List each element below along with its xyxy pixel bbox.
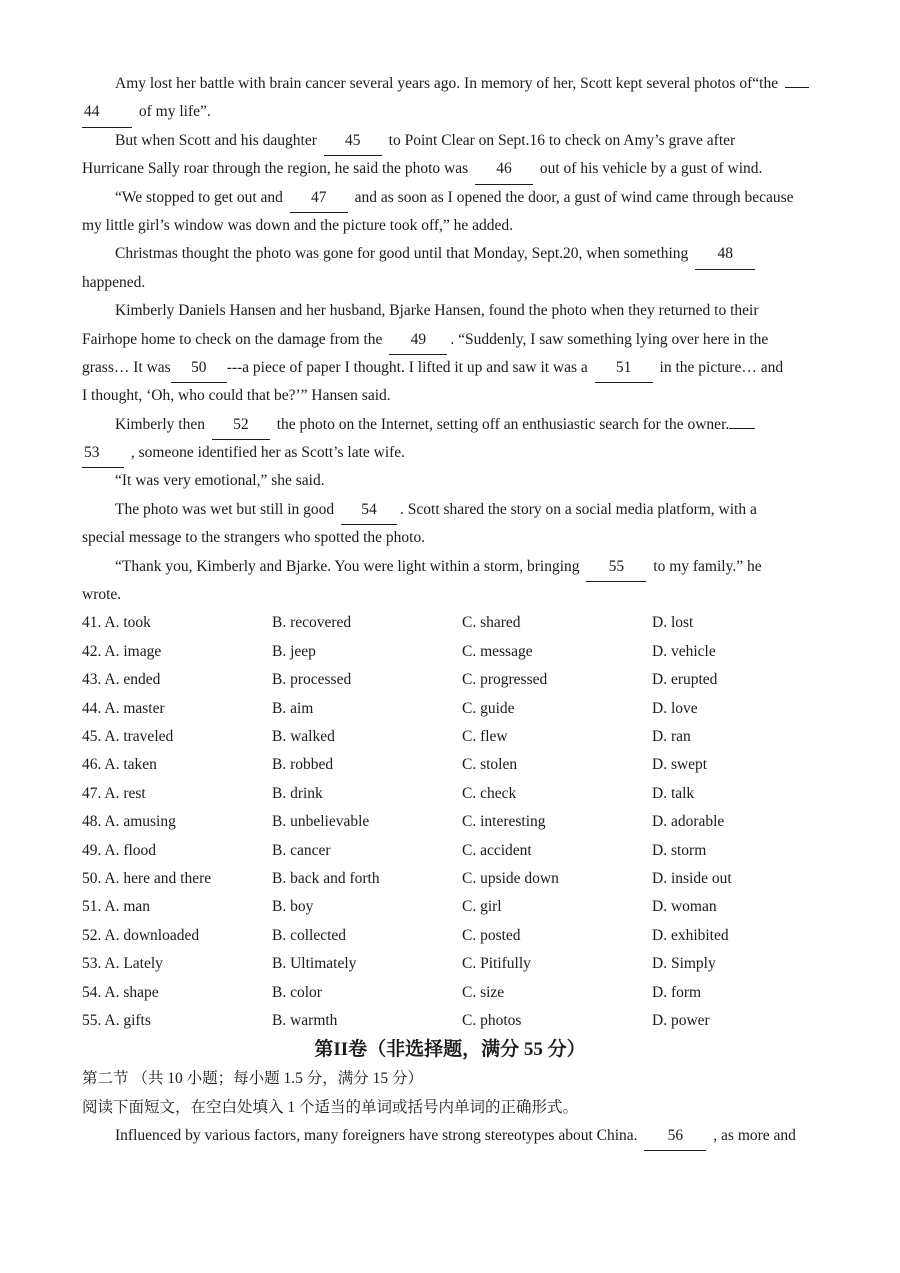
option-cell-47-B: B. drink	[272, 784, 323, 802]
option-cell-46-A: 46. A. taken	[82, 756, 157, 774]
option-row-42	[82, 638, 818, 666]
passage-text: Kimberly then	[115, 415, 209, 433]
option-row-51	[82, 893, 818, 921]
option-row-47	[82, 780, 818, 808]
option-row-45	[82, 723, 818, 751]
passage-text: , someone identified her as Scott’s late wife.	[127, 444, 406, 462]
option-cell-54-D: D. form	[652, 983, 702, 1001]
passage-text: “Thank you, Kimberly and Bjarke. You were light within a storm, bringing	[115, 557, 584, 575]
passage-text: my little girl’s window was down and the picture took off,” he added.	[82, 216, 514, 234]
passage-line	[82, 155, 818, 183]
passage-text: to my family.” he	[649, 557, 762, 575]
option-cell-54-B: B. color	[272, 983, 322, 1001]
option-cell-44-C: C. guide	[462, 699, 515, 717]
option-cell-55-D: D. power	[652, 1011, 710, 1029]
option-cell-42-B: B. jeep	[272, 642, 316, 660]
option-cell-46-C: C. stolen	[462, 756, 518, 774]
option-cell-54-C: C. size	[462, 983, 505, 1001]
section2-subtitle: 第二节 （共 10 小题；每小题 1.5 分，满分 15 分）	[82, 1070, 424, 1088]
option-cell-49-C: C. accident	[462, 841, 532, 859]
option-cell-46-D: D. swept	[652, 756, 708, 774]
blank-underline	[729, 428, 755, 429]
option-cell-45-A: 45. A. traveled	[82, 727, 174, 745]
option-cell-52-D: D. exhibited	[652, 926, 729, 944]
option-cell-49-D: D. storm	[652, 841, 707, 859]
option-cell-51-A: 51. A. man	[82, 898, 151, 916]
passage-text: out of his vehicle by a gust of wind.	[535, 160, 763, 178]
blank-52: 52	[212, 411, 270, 440]
option-cell-55-C: C. photos	[462, 1011, 522, 1029]
section2-instruction: 阅读下面短文，在空白处填入 1 个适当的单词或括号内单词的正确形式。	[82, 1098, 579, 1116]
passage-text: Influenced by various factors, many foreigners have strong stereotypes about China.	[115, 1127, 642, 1145]
blank-44: 44	[82, 98, 132, 127]
option-cell-42-C: C. message	[462, 642, 533, 660]
option-cell-45-D: D. ran	[652, 727, 691, 745]
option-row-46	[82, 751, 818, 779]
option-cell-46-B: B. robbed	[272, 756, 334, 774]
option-cell-52-B: B. collected	[272, 926, 347, 944]
passage-text: . “Suddenly, I saw something lying over here in the	[450, 330, 769, 348]
option-cell-43-C: C. progressed	[462, 671, 548, 689]
passage-line	[82, 382, 818, 410]
option-cell-44-B: B. aim	[272, 699, 314, 717]
option-cell-41-D: D. lost	[652, 614, 694, 632]
section2-line	[82, 1122, 818, 1150]
option-row-44	[82, 695, 818, 723]
passage-line	[82, 467, 818, 495]
option-cell-42-A: 42. A. image	[82, 642, 162, 660]
passage-text: happened.	[82, 273, 146, 291]
section2-passage	[82, 1122, 818, 1150]
passage-line	[82, 98, 818, 126]
passage-text: grass… It was	[82, 358, 171, 376]
passage-text: The photo was wet but still in good	[115, 500, 339, 518]
blank-46: 46	[475, 155, 533, 184]
blank-45: 45	[324, 127, 382, 156]
section2-title: 第II卷（非选择题，满分 55 分）	[314, 1039, 586, 1061]
option-cell-43-B: B. processed	[272, 671, 352, 689]
option-cell-52-C: C. posted	[462, 926, 521, 944]
option-cell-41-B: B. recovered	[272, 614, 352, 632]
passage-line	[82, 269, 818, 297]
blank-51: 51	[595, 354, 653, 383]
option-cell-49-B: B. cancer	[272, 841, 331, 859]
passage-line	[82, 240, 818, 268]
option-cell-43-D: D. erupted	[652, 671, 718, 689]
option-row-53	[82, 950, 818, 978]
option-cell-41-A: 41. A. took	[82, 614, 151, 632]
blank-50: 50	[171, 354, 227, 383]
option-row-50	[82, 865, 818, 893]
blank-54: 54	[341, 496, 397, 525]
option-cell-45-C: C. flew	[462, 727, 508, 745]
option-cell-48-A: 48. A. amusing	[82, 813, 176, 831]
option-cell-51-B: B. boy	[272, 898, 314, 916]
passage-text: the photo on the Internet, setting off an enthusiastic search for the owner.	[272, 415, 730, 433]
option-row-48	[82, 808, 818, 836]
option-cell-47-D: D. talk	[652, 784, 695, 802]
passage-text: “We stopped to get out and	[115, 188, 287, 206]
option-cell-55-A: 55. A. gifts	[82, 1011, 151, 1029]
option-cell-41-C: C. shared	[462, 614, 521, 632]
passage-text: Amy lost her battle with brain cancer several years ago. In memory of her, Scott kept several photos of“the	[115, 75, 782, 92]
passage-text: wrote.	[82, 586, 122, 604]
passage-line	[82, 70, 818, 98]
option-row-52	[82, 922, 818, 950]
option-cell-42-D: D. vehicle	[652, 642, 716, 660]
passage-text: to Point Clear on Sept.16 to check on Amy’s grave after	[384, 131, 736, 149]
option-cell-53-B: B. Ultimately	[272, 955, 357, 973]
passage-text: in the picture… and	[655, 358, 784, 376]
option-cell-52-A: 52. A. downloaded	[82, 926, 200, 944]
option-cell-50-D: D. inside out	[652, 869, 732, 887]
option-cell-45-B: B. walked	[272, 727, 335, 745]
passage-text: and as soon as I opened the door, a gust of wind came through because	[350, 188, 794, 206]
passage-line	[82, 411, 818, 439]
passage-line	[82, 297, 818, 325]
option-cell-44-A: 44. A. master	[82, 699, 165, 717]
passage-text: “It was very emotional,” she said.	[115, 472, 325, 490]
passage-line	[82, 496, 818, 524]
passage-text: of my life”.	[135, 103, 211, 121]
passage-line	[82, 184, 818, 212]
passage-text: Christmas thought the photo was gone for good until that Monday, Sept.20, when something	[115, 245, 693, 263]
blank-47: 47	[290, 184, 348, 213]
blank-underline	[785, 87, 809, 88]
passage-line	[82, 581, 818, 609]
option-cell-54-A: 54. A. shape	[82, 983, 159, 1001]
passage-text: ---a piece of paper I thought. I lifted it up and saw it was a	[226, 358, 592, 376]
option-cell-43-A: 43. A. ended	[82, 671, 161, 689]
option-cell-50-B: B. back and forth	[272, 869, 380, 887]
blank-55: 55	[586, 553, 646, 582]
option-row-49	[82, 837, 818, 865]
option-cell-47-C: C. check	[462, 784, 517, 802]
option-row-43	[82, 666, 818, 694]
option-row-55	[82, 1007, 818, 1035]
option-cell-49-A: 49. A. flood	[82, 841, 157, 859]
option-cell-51-C: C. girl	[462, 898, 502, 916]
blank-56: 56	[644, 1122, 706, 1151]
blank-49: 49	[389, 326, 447, 355]
passage-line	[82, 553, 818, 581]
passage-text: , as more and	[709, 1127, 796, 1145]
options-table	[82, 609, 818, 1035]
passage-text: Kimberly Daniels Hansen and her husband, Bjarke Hansen, found the photo when they returned to their	[115, 302, 759, 320]
option-cell-48-D: D. adorable	[652, 813, 725, 831]
passage-line	[82, 354, 818, 382]
passage-text: But when Scott and his daughter	[115, 131, 321, 149]
option-cell-53-A: 53. A. Lately	[82, 955, 163, 973]
option-cell-51-D: D. woman	[652, 898, 717, 916]
option-cell-50-C: C. upside down	[462, 869, 559, 887]
passage-line	[82, 212, 818, 240]
passage-text: Fairhope home to check on the damage from the	[82, 330, 387, 348]
option-cell-48-B: B. unbelievable	[272, 813, 370, 831]
passage-line	[82, 326, 818, 354]
passage-text: . Scott shared the story on a social media platform, with a	[400, 500, 757, 518]
option-cell-55-B: B. warmth	[272, 1011, 338, 1029]
cloze-passage	[82, 70, 818, 609]
option-row-54	[82, 979, 818, 1007]
passage-text: special message to the strangers who spotted the photo.	[82, 529, 426, 547]
option-cell-48-C: C. interesting	[462, 813, 546, 831]
passage-line	[82, 127, 818, 155]
option-row-41	[82, 609, 818, 637]
option-cell-50-A: 50. A. here and there	[82, 869, 212, 887]
option-cell-53-D: D. Simply	[652, 955, 716, 973]
passage-line	[82, 439, 818, 467]
blank-48: 48	[695, 240, 755, 269]
blank-53: 53	[82, 439, 124, 468]
passage-line	[82, 524, 818, 552]
passage-text: Hurricane Sally roar through the region, he said the photo was	[82, 160, 472, 178]
option-cell-44-D: D. love	[652, 699, 698, 717]
passage-text: I thought, ‘Oh, who could that be?’” Hansen said.	[82, 387, 391, 405]
option-cell-47-A: 47. A. rest	[82, 784, 146, 802]
option-cell-53-C: C. Pitifully	[462, 955, 531, 973]
